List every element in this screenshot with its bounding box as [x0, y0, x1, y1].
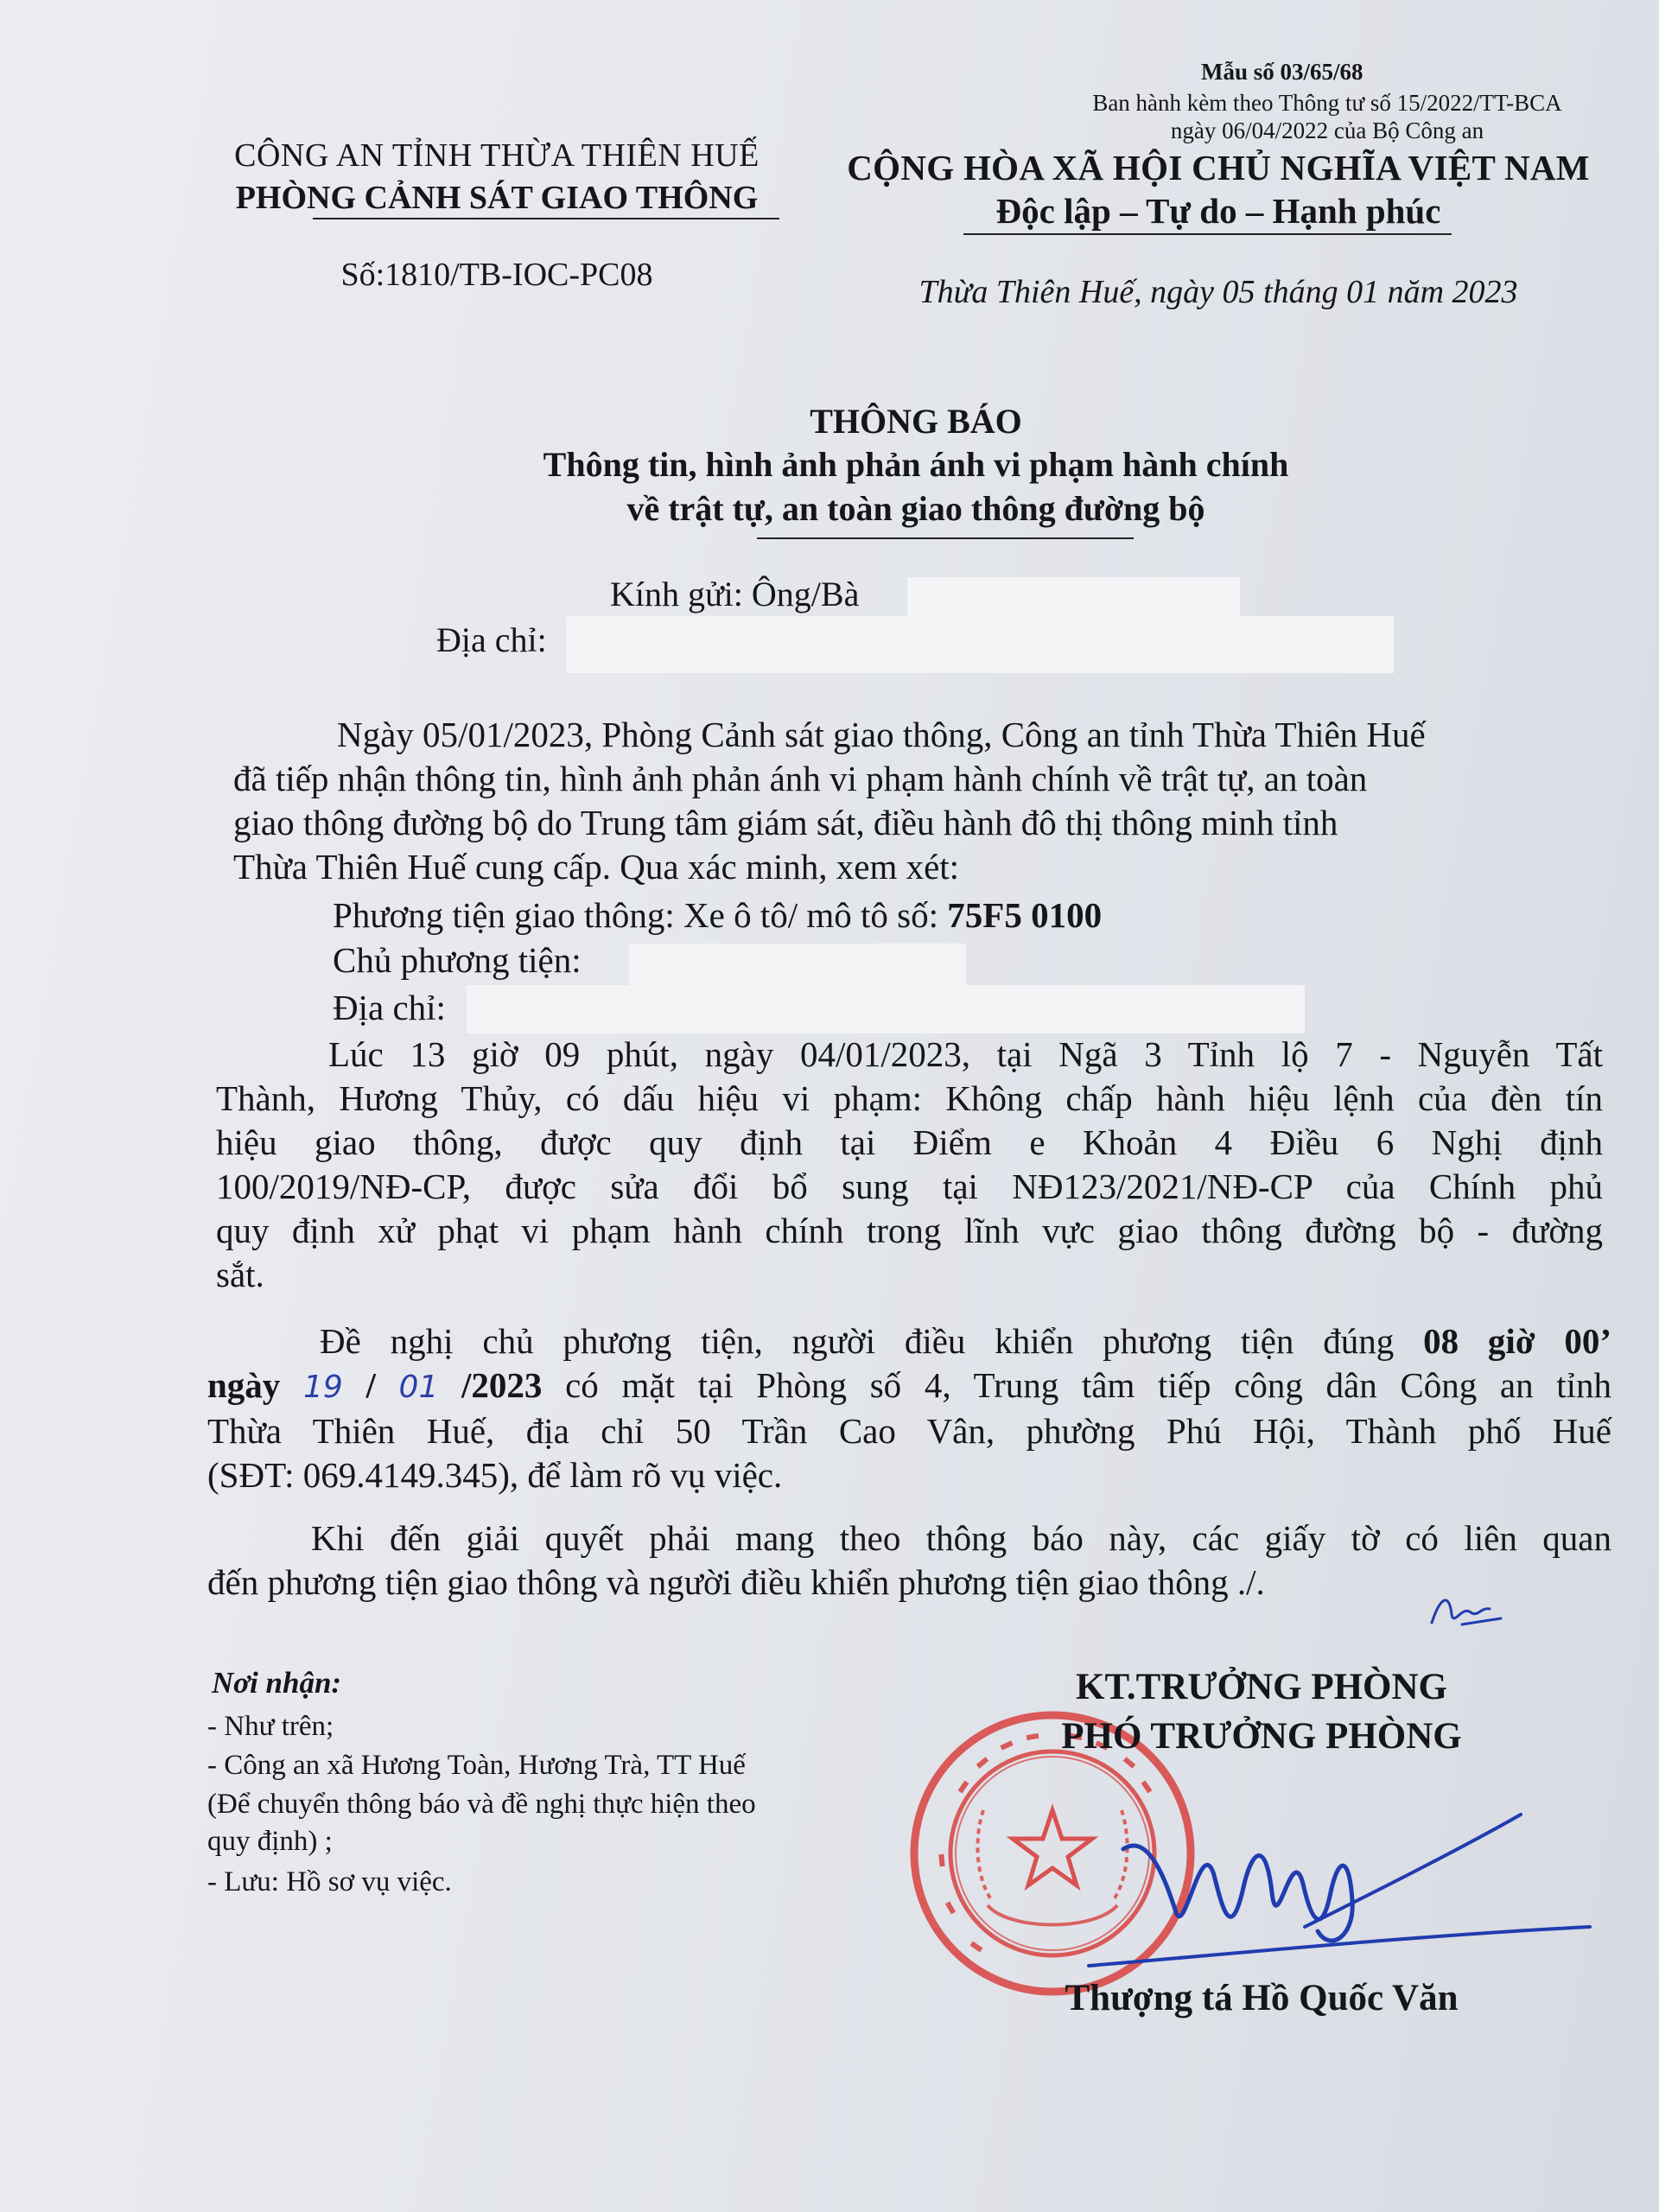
vehicle-label: Phương tiện giao thông: Xe ô tô/ mô tô số: [333, 895, 939, 935]
place-date: Thừa Thiên Huế, ngày 05 tháng 01 năm 2023 [918, 274, 1518, 310]
text-line: quy định xử phạt vi phạm hành chính trong lĩnh vực giao thông đường bộ - đường [216, 1211, 1603, 1250]
paragraph-summons [207, 1319, 1611, 1497]
paragraph-requirements [207, 1516, 1611, 1605]
redacted-owner-name [629, 944, 966, 987]
signature-title-2: PHÓ TRƯỞNG PHÒNG [1061, 1716, 1462, 1757]
vehicle-plate: 75F5 0100 [947, 895, 1103, 935]
summons-text: Đề nghị chủ phương tiện, người điều khiển phương tiện đúng [320, 1321, 1395, 1361]
recipient-item: - Công an xã Hương Toàn, Hương Trà, TT Huế [207, 1750, 746, 1781]
text-line: (SĐT: 069.4149.345), để làm rõ vụ việc. [207, 1455, 783, 1495]
recipient-item: (Để chuyển thông báo và đề nghị thực hiện theo [207, 1789, 756, 1820]
text-line: Thành, Hương Thủy, có dấu hiệu vi phạm: Không chấp hành hiệu lệnh của đèn tín [216, 1078, 1603, 1118]
doc-number: Số:1810/TB-IOC-PC08 [340, 257, 653, 293]
recipients-heading: Nơi nhận: [212, 1666, 342, 1700]
paragraph-receipt [233, 713, 1590, 889]
redacted-recipient-name [907, 577, 1240, 619]
text-line: sắt. [216, 1255, 264, 1294]
text-line: giao thông đường bộ do Trung tâm giám sát, điều hành đô thị thông minh tỉnh [233, 803, 1338, 842]
summons-month-handwritten: 01 [398, 1370, 439, 1405]
summons-time: 08 giờ 00’ [1423, 1321, 1612, 1361]
vehicle-field [333, 894, 1102, 936]
form-issued-note: Ban hành kèm theo Thông tư số 15/2022/TT-BCA [1092, 90, 1562, 116]
redacted-owner-address [467, 985, 1305, 1033]
summons-day-handwritten: 19 [302, 1370, 343, 1405]
org-unit: PHÒNG CẢNH SÁT GIAO THÔNG [235, 180, 759, 216]
recipient-item: - Như trên; [207, 1711, 334, 1742]
signer-name: Thượng tá Hồ Quốc Văn [1065, 1978, 1459, 2018]
form-number: Mẫu số 03/65/68 [1201, 59, 1363, 85]
redacted-recipient-address [566, 616, 1394, 673]
summons-day-label: ngày [207, 1365, 281, 1405]
recipient-item: quy định) ; [207, 1826, 333, 1857]
text-line: Thừa Thiên Huế cung cấp. Qua xác minh, xem xét: [233, 847, 960, 887]
document-subtitle-line-2: về trật tự, an toàn giao thông đường bộ [626, 489, 1205, 528]
greeting: Kính gửi: Ông/Bà [610, 575, 860, 613]
text-line: hiệu giao thông, được quy định tại Điểm e Khoản 4 Điều 6 Nghị định [216, 1122, 1603, 1162]
text-line: đã tiếp nhận thông tin, hình ảnh phản ánh vi phạm hành chính về trật tự, an toàn [233, 759, 1368, 798]
paragraph-violation [216, 1033, 1603, 1297]
text-line [207, 1363, 1611, 1409]
initial-mark [1427, 1588, 1505, 1631]
recipient-address-label: Địa chỉ: [436, 620, 547, 659]
document-subtitle-line-1: Thông tin, hình ảnh phản ánh vi phạm hành chính [543, 445, 1289, 484]
national-title: CỘNG HÒA XÃ HỘI CHỦ NGHĨA VIỆT NAM [847, 148, 1590, 188]
org-underline [313, 218, 779, 219]
signature-title-1: KT.TRƯỞNG PHÒNG [1076, 1667, 1447, 1707]
subtitle-underline [757, 537, 1134, 539]
summons-location: có mặt tại Phòng số 4, Trung tâm tiếp công dân Công an tỉnh [565, 1365, 1612, 1405]
text-line: 100/2019/NĐ-CP, được sửa đổi bổ sung tại NĐ123/2021/NĐ-CP của Chính phủ [216, 1166, 1603, 1206]
owner-label: Chủ phương tiện: [333, 940, 582, 980]
org-parent: CÔNG AN TỈNH THỪA THIÊN HUẾ [234, 137, 760, 174]
handwritten-signature-icon [1071, 1780, 1624, 1979]
motto-underline [963, 233, 1452, 235]
owner-address-label: Địa chỉ: [333, 988, 446, 1027]
text-line [207, 1319, 1611, 1363]
text-line: đến phương tiện giao thông và người điều khiển phương tiện giao thông ./. [207, 1562, 1265, 1602]
summons-year: /2023 [461, 1365, 543, 1405]
text-line: Khi đến giải quyết phải mang theo thông báo này, các giấy tờ có liên quan [311, 1518, 1611, 1558]
recipient-item: - Lưu: Hồ sơ vụ việc. [207, 1866, 452, 1897]
national-motto: Độc lập – Tự do – Hạnh phúc [995, 191, 1441, 231]
form-issued-date: ngày 06/04/2022 của Bộ Công an [1170, 118, 1484, 143]
document-title: THÔNG BÁO [810, 402, 1022, 441]
date-separator: / [365, 1365, 376, 1405]
text-line: Lúc 13 giờ 09 phút, ngày 04/01/2023, tại Ngã 3 Tỉnh lộ 7 - Nguyễn Tất [328, 1034, 1603, 1074]
text-line: Ngày 05/01/2023, Phòng Cảnh sát giao thông, Công an tỉnh Thừa Thiên Huế [337, 715, 1426, 754]
text-line: Thừa Thiên Huế, địa chỉ 50 Trần Cao Vân, phường Phú Hội, Thành phố Huế [207, 1411, 1611, 1451]
